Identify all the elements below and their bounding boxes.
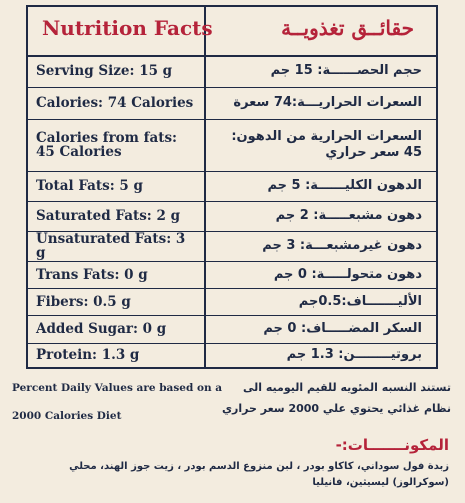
row-total-fats bbox=[28, 171, 436, 202]
row-label-ar: السعرات الحراريـــة:74 سعرة bbox=[233, 95, 422, 110]
footnote-en-line2: 2000 Calories Diet bbox=[12, 410, 122, 422]
title-row bbox=[28, 7, 436, 57]
footnote-ar-line2: نظام غذائي يحتوي علي 2000 سعر حراري bbox=[221, 402, 451, 415]
row-label-en: Calories from fats: 45 Calories bbox=[36, 130, 178, 160]
row-unsaturated-fats bbox=[28, 231, 436, 262]
row-label-en: Protein: 1.3 g bbox=[36, 347, 140, 363]
row-label-en: Total Fats: 5 g bbox=[36, 178, 143, 194]
row-label-ar: السعرات الحرارية من الدهون: 45 سعر حراري bbox=[231, 129, 422, 160]
row-label-en: Serving Size: 15 g bbox=[36, 63, 173, 79]
row-label-ar: دهون مشبعـــــة: 2 جم bbox=[275, 208, 422, 223]
ingredients-title: المكونـــــــات:- bbox=[335, 436, 449, 454]
title-english: Nutrition Facts bbox=[42, 16, 213, 40]
row-label-ar: دهون متحولـــــة: 0 جم bbox=[273, 266, 422, 282]
row-calories-from-fats bbox=[28, 119, 436, 172]
row-label-ar: الدهون الكليــــــة: 5 جم bbox=[267, 178, 422, 193]
nutrition-facts-panel bbox=[26, 5, 438, 369]
row-label-en: Unsaturated Fats: 3 g bbox=[36, 231, 186, 261]
row-label-ar: السكر المضـــــاف: 0 جم bbox=[263, 321, 422, 336]
row-label-en: Trans Fats: 0 g bbox=[36, 266, 148, 283]
row-label-ar: حجم الحصــــــة: 15 جم bbox=[270, 63, 422, 78]
footnote-en-line1: Percent Daily Values are based on a bbox=[12, 382, 223, 394]
title-arabic: حقائــق تغذويــة bbox=[281, 16, 414, 40]
row-saturated-fats bbox=[28, 201, 436, 232]
row-trans-fats bbox=[28, 261, 436, 289]
row-label-en: Calories: 74 Calories bbox=[36, 95, 194, 111]
row-calories bbox=[28, 87, 436, 120]
row-protein bbox=[28, 343, 436, 367]
ingredients-text: زبدة فول سوداني، كاكاو بودر ، لبن منزوع الدسم بودر ، زيت جوز الهند، محلي (سوكرالوز) ليسيثين، فانيليا bbox=[69, 461, 449, 488]
row-added-sugar bbox=[28, 315, 436, 344]
row-label-ar: دهون غيرمشبعـــة: 3 جم bbox=[262, 238, 422, 253]
row-label-en: Saturated Fats: 2 g bbox=[36, 208, 181, 224]
row-label-ar: الأليـــــــاف:0.5جم bbox=[298, 293, 422, 309]
footnote-ar-line1: تستند النسبه المئويه للقيم اليوميه الى bbox=[243, 381, 451, 394]
row-label-en: Added Sugar: 0 g bbox=[36, 321, 167, 337]
row-serving-size bbox=[28, 55, 436, 88]
row-label-en: Fibers: 0.5 g bbox=[36, 293, 131, 310]
row-fibers bbox=[28, 288, 436, 316]
row-label-ar: بروتيــــــــن: 1.3 جم bbox=[286, 347, 422, 362]
